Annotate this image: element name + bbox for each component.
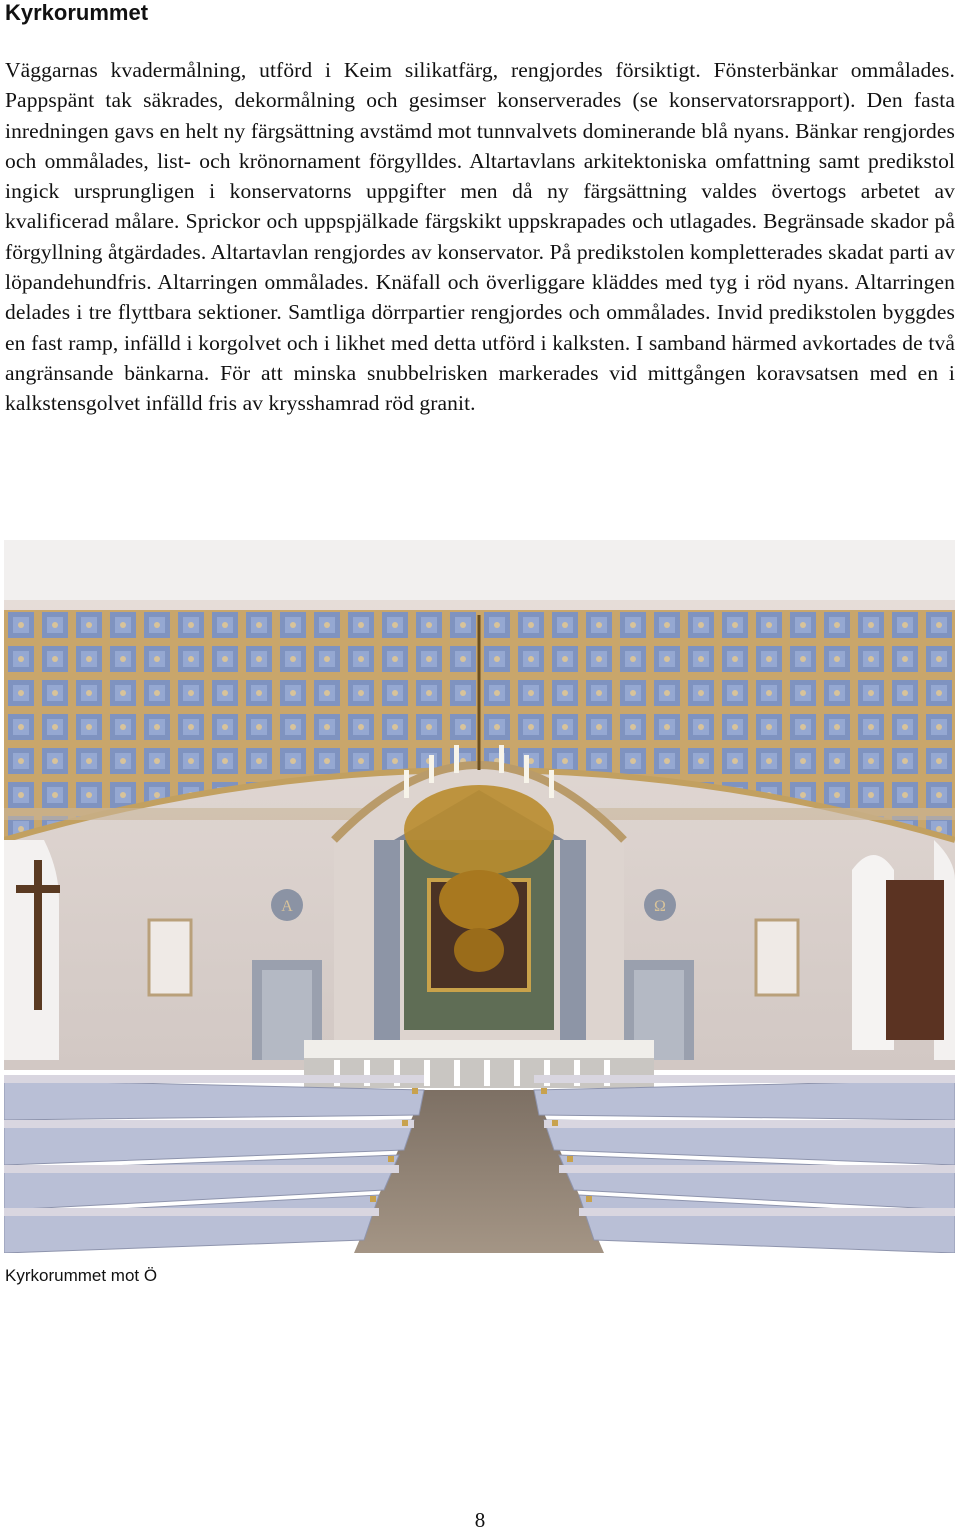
body-paragraph: Väggarnas kvadermålning, utförd i Keim silikatfärg, rengjordes försiktigt. Fönsterbänkar ommålades. Pappspänt tak säkrades, dekormålning och gesimser konserverades (se konservatorsrapport). Den fasta inredningen gavs en helt ny färgsättning avstämd mot tunnvalvets dominerande blå nyans. Bänkar rengjordes och ommålades, list- och krönornament förgylldes. Altartavlans arkitektoniska omfattning samt predikstol ingick ursprungligen i konservatorns uppgifter men då ny färgsättning valdes övertogs arbetet av kvalificerad målare. Sprickor och uppspjälkade färgskikt uppskrapades och utlagades. Begränsade skador på förgyllning åtgärdades. Altartavlan rengjordes av konservator. På predikstolen kompletterades skadat parti av löpandehundfris. Altarringen ommålades. Knäfall och överliggare kläddes med tyg i röd nyans. Altarringen delades i tre flyttbara sektioner. Samtliga dörrpartier rengjordes och ommålades. Invid predikstolen byggdes en fast ramp, infälld i korgolvet och i likhet med detta utförd i kalksten. I samband härmed avkortades de två angränsande bänkarna. För att minska snubbelrisken markerades vid mittgången koravsatsen med en i kalkstensgolvet infälld fris av krysshamrad röd granit. [5,58,955,416]
page-number: 8 [474,1508,486,1532]
medallion-alpha: A [281,898,293,915]
photo-caption: Kyrkorummet mot Ö [5,1266,158,1285]
medallion-omega: Ω [654,898,666,915]
page-heading: Kyrkorummet [5,0,149,25]
church-interior-photo [4,540,955,1253]
